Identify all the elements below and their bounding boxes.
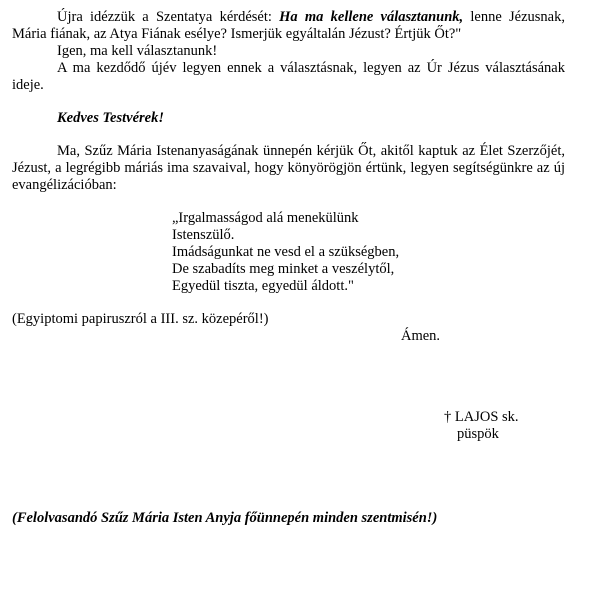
prayer-line: Egyedül tiszta, egyedül áldott." xyxy=(172,278,354,294)
prayer-line: De szabadíts meg minket a veszélytől, xyxy=(172,261,395,277)
paragraph-4-line-1: Ma, Szűz Mária Istenanyaságának ünnepén kérjük Őt, akitől kaptuk az Élet Szerzőjét, xyxy=(57,143,565,159)
paragraph-4-line-3: evangélizációban: xyxy=(12,177,117,193)
paragraph-3-line-2: ideje. xyxy=(12,77,44,93)
prayer-line: Imádságunkat ne vesd el a szükségben, xyxy=(172,244,400,260)
paragraph-4-line-2: Jézust, a legrégibb máriás ima szavaival, hogy könyörögjön értünk, legyen segítségünkre az új xyxy=(12,160,565,176)
paragraph-3-line-1: A ma kezdődő újév legyen ennek a választásnak, legyen az Úr Jézus választásának xyxy=(57,60,565,76)
salutation: Kedves Testvérek! xyxy=(57,110,164,126)
paragraph-1-text-end: lenne Jézusnak, xyxy=(463,9,565,25)
amen: Ámen. xyxy=(401,328,441,344)
prayer-line: „Irgalmasságod alá menekülünk xyxy=(172,210,359,226)
paragraph-1-line-1 xyxy=(12,9,565,26)
signature-name: † LAJOS sk. xyxy=(444,409,519,425)
source-note: (Egyiptomi papiruszról a III. sz. közepéről!) xyxy=(12,311,269,327)
signature-title: püspök xyxy=(457,426,499,442)
footer-note: (Felolvasandó Szűz Mária Isten Anyja főünnepén minden szentmisén!) xyxy=(12,510,438,526)
paragraph-2: Igen, ma kell választanunk! xyxy=(57,43,218,59)
paragraph-1-emphasis: Ha ma kellene választanunk, xyxy=(279,9,464,25)
paragraph-1-line-2: Mária fiának, az Atya Fiának esélye? Ismerjük egyáltalán Jézust? Értjük Őt?" xyxy=(12,26,462,42)
prayer-line: Istenszülő. xyxy=(172,227,235,243)
paragraph-1-text: Újra idézzük a Szentatya kérdését: xyxy=(57,9,280,25)
